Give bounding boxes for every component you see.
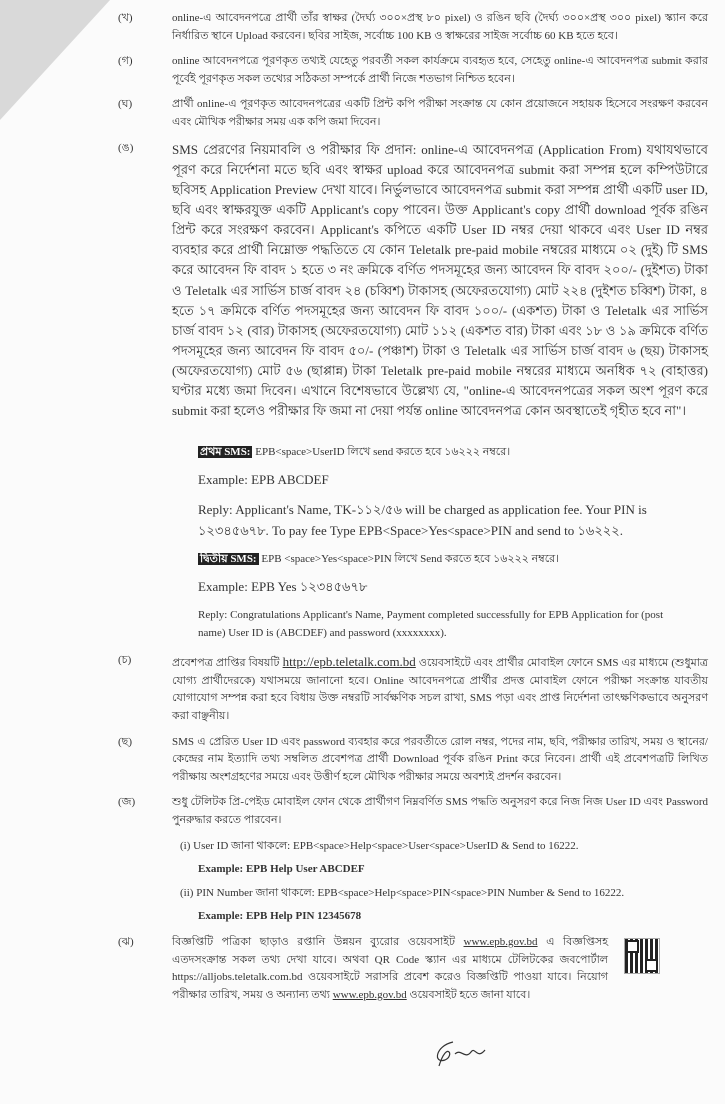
qr-code-icon <box>624 938 660 974</box>
teletalk-link[interactable]: http://epb.teletalk.com.bd <box>282 654 416 670</box>
recovery-example: Example: EPB Help User ABCDEF <box>198 863 365 876</box>
first-sms-text: EPB<space>UserID লিখে send করতে হবে ১৬২২২ নম্বরে। <box>255 445 511 458</box>
item-text: SMS এ প্রেরিত User ID এবং password ব্যবহার করে পরবর্তীতে রোল নম্বর, পদের নাম, ছবি, পরীক্ষার তারিখ, সময় ও স্থানের/কেন্দ্রের নাম ইত্যাদি তথ্য সম্বলিত প্রবেশপত্র প্রার্থী Download পূর্বক রঙিন Print করে নিবেন। প্রার্থী এই প্রবেশপত্রটি লিখিত পরীক্ষায় অংশগ্রহণের সময়ে এবং উত্তীর্ণ হলে মৌখিক পরীক্ষার সময়ে অবশ্যই প্রদর্শন করবেন। <box>172 735 708 783</box>
item-label: (চ) <box>118 654 132 667</box>
sms-instructions <box>198 444 685 643</box>
item-text: শুধু টেলিটক প্রি-পেইড মোবাইল ফোন থেকে প্রার্থীগণ নিম্নবর্ণিত SMS পদ্ধতি অনুসরণ করে নিজ নিজ User ID এবং Password পুনরুদ্ধার করতে পারবেন। <box>172 796 708 827</box>
item-uma <box>118 140 708 422</box>
recovery-num: (i) <box>180 839 191 852</box>
epb-link[interactable]: www.epb.gov.bd <box>332 988 407 1001</box>
item-text: এ বিজ্ঞপ্তিসহ এতদসংক্রান্ত সকল তথ্য দেখা যাবে। অথবা QR Code স্ক্যান এর মাধ্যমে টেলিটকের জবপোর্টাল https://alljobs.teletalk.com.bd ওয়েবসাইটে সরাসরি প্রবেশ করেও বিজ্ঞপ্তিটি পাওয়া যাবে। নিয়োগ পরীক্ষার তারিখ, সময় ও অন্যান্য তথ্য <box>172 936 608 1001</box>
signature-icon <box>425 1034 495 1074</box>
item-text: বিজ্ঞপ্তিটি পত্রিকা ছাড়াও রপ্তানি উন্নয়ন ব্যুরোর ওয়েবসাইট <box>172 936 464 949</box>
item-jha <box>118 934 708 1004</box>
item-ja <box>118 794 708 829</box>
item-text: ওয়েবসাইট হতে জানা যাবে। <box>406 988 531 1001</box>
item-text: online আবেদনপত্রে পূরণকৃত তথ্যই যেহেতু পরবর্তী সকল কার্যক্রমে ব্যবহৃত হবে, সেহেতু online-এ আবেদনপত্র submit করার পূর্বেই পূরণকৃত সকল তথ্যের সঠিকতা সম্পর্কে প্রার্থী নিজে শতভাগ নিশ্চিত হবেন। <box>172 55 708 85</box>
item-label: (ঝ) <box>118 936 134 949</box>
first-sms-tag: প্রথম SMS: <box>200 445 251 458</box>
item-kha <box>118 10 708 45</box>
item-text: online-এ আবেদনপত্রে প্রার্থী তাঁর স্বাক্ষর (দৈর্ঘ্য ৩০০×প্রস্থ ৮০ pixel) ও রঙিন ছবি (দৈর্ঘ্য ৩০০×প্রস্থ ৩০০ pixel) স্ক্যান করে নির্ধারিত স্থানে Upload করবেন। ছবির সাইজ, সর্বোচ্চ 100 KB ও স্বাক্ষরের সাইজ সর্বোচ্চ 60 KB হতে হবে। <box>172 12 708 42</box>
second-sms-text: EPB <space>Yes<space>PIN লিখে Send করতে হবে ১৬২২২ নম্বরে। <box>261 552 560 565</box>
recovery-num: (ii) <box>180 886 194 899</box>
recovery-pin <box>180 885 695 926</box>
item-ca <box>118 652 708 726</box>
reply-2: Reply: Congratulations Applicant's Name, Payment completed successfully for EPB Application for (post name) User ID is (ABCDEF) and password (xxxxxxxx). <box>198 608 664 639</box>
recovery-text: User ID জানা থাকলে: EPB<space>Help<space>User<space>UserID & Send to 16222. <box>193 839 579 852</box>
item-cha <box>118 734 708 787</box>
scan-fold <box>0 0 110 120</box>
item-label: (ছ) <box>118 735 132 748</box>
item-ga <box>118 53 708 88</box>
item-label: (ঙ) <box>118 141 134 154</box>
item-label: (খ) <box>118 12 133 24</box>
recovery-text: PIN Number জানা থাকলে: EPB<space>Help<space>PIN<space>PIN Number & Send to 16222. <box>196 886 625 899</box>
item-text: ওয়েবসাইটে এবং প্রার্থীর মোবাইল ফোনে SMS এর মাধ্যমে (শুধুমাত্র যোগ্য প্রার্থীদেরকে) যথাসময়ে জানানো হবে। Online আবেদনপত্রে প্রার্থীর প্রদত্ত মোবাইল ফোনে পরীক্ষা সংক্রান্ত যাবতীয় যোগাযোগ সম্পন্ন করা হবে বিধায় উক্ত নম্বরটি সার্বক্ষণিক সচল রাখা, SMS পড়া এবং প্রাপ্ত নির্দেশনা তাৎক্ষণিকভাবে অনুসরণ করা বাঞ্ছনীয়। <box>172 657 708 723</box>
item-text: SMS প্রেরণের নিয়মাবলি ও পরীক্ষার ফি প্রদান: online-এ আবেদনপত্র (Application From) যথাযথভাবে পূরণ করে নির্দেশনা মতে ছবি এবং স্বাক্ষর upload করে আবেদনপত্র submit করা সম্পন্ন হলে কম্পিউটারে ছবিসহ Application Preview দেখা যাবে। নির্ভুলভাবে আবেদনপত্র submit করা সম্পন্ন প্রার্থী একটি user ID, ছবি এবং স্বাক্ষরযুক্ত একটি Applicant's copy পাবেন। উক্ত Applicant's copy প্রার্থী download পূর্বক রঙিন প্রিন্ট করে সংরক্ষণ করবেন। Applicant's কপিতে একটি User ID নম্বর দেয়া থাকবে এবং User ID নম্বর ব্যবহার করে প্রার্থী নিম্নোক্ত পদ্ধতিতে যে কোন Teletalk pre-paid mobile নম্বরের মাধ্যমে ০২ (দুই) টি SMS করে আবেদন ফি বাবদ ১ হতে ৩ নং ক্রমিকে বর্ণিত পদসমূহের জন্য আবেদন ফি বাবদ ২০০/- (দুইশত) টাকা ও Teletalk এর সার্ভিস চার্জ বাবদ ২৪ (চব্বিশ) টাকাসহ (অফেরতযোগ্য) মোট ২২৪ (দুইশত চব্বিশ) টাকা, ৪ হতে ১৭ ক্রমিকে বর্ণিত পদসমূহের জন্য আবেদন ফি বাবদ ১০০/- (একশত) টাকা ও Teletalk এর সার্ভিস চার্জ বাবদ ১২ (বার) টাকাসহ (অফেরতযোগ্য) মোট ১১২ (একশত বার) টাকা এবং ১৮ ও ১৯ ক্রমিকে বর্ণিত পদসমূহের জন্য আবেদন ফি বাবদ ৫০/- (পঞ্চাশ) টাকা ও Teletalk এর সার্ভিস চার্জ বাবদ ৬ (ছয়) টাকাসহ (অফেরতযোগ্য) মোট ৫৬ (ছাপ্পান্ন) টাকা Teletalk pre-paid mobile নম্বরের মাধ্যমে অনধিক ৭২ (বাহাত্তর) ঘণ্টার মধ্যে জমা দিবেন। এখানে বিশেষভাবে উল্লেখ্য যে, "online-এ আবেদনপত্রের সকল অংশ পূরণ করে submit করা হলেও পরীক্ষার ফি জমা না দেয়া পর্যন্ত online আবেদনপত্র কোন অবস্থাতেই গৃহীত হবে না"। <box>172 141 708 419</box>
example-2: Example: EPB Yes ১২৩৪৫৬৭৮ <box>198 579 368 595</box>
second-sms-tag: দ্বিতীয় SMS: <box>200 552 257 565</box>
item-label: (গ) <box>118 55 133 68</box>
item-text: প্রার্থী online-এ পূরণকৃত আবেদনপত্রের একটি প্রিন্ট কপি পরীক্ষা সংক্রান্ত যে কোন প্রয়োজনে সহায়ক হিসেবে সংরক্ষণ করবেন এবং মৌখিক পরীক্ষার সময় এক কপি জমা দিবেন। <box>172 98 708 128</box>
recovery-example: Example: EPB Help PIN 12345678 <box>198 910 362 923</box>
item-label: (জ) <box>118 796 136 809</box>
epb-link[interactable]: www.epb.gov.bd <box>463 936 538 949</box>
recovery-userid <box>180 838 695 879</box>
item-label: (ঘ) <box>118 98 133 111</box>
example-1: Example: EPB ABCDEF <box>198 472 329 488</box>
item-gha <box>118 96 708 131</box>
item-text: প্রবেশপত্র প্রাপ্তির বিষয়টি <box>172 657 283 670</box>
reply-1: Reply: Applicant's Name, TK-১১২/৫৬ will be charged as application fee. Your PIN is ১২৩৪৫৬৭৮. To pay fee Type EPB<Space>Yes<space>PIN and send to ১৬২২২. <box>198 501 647 538</box>
